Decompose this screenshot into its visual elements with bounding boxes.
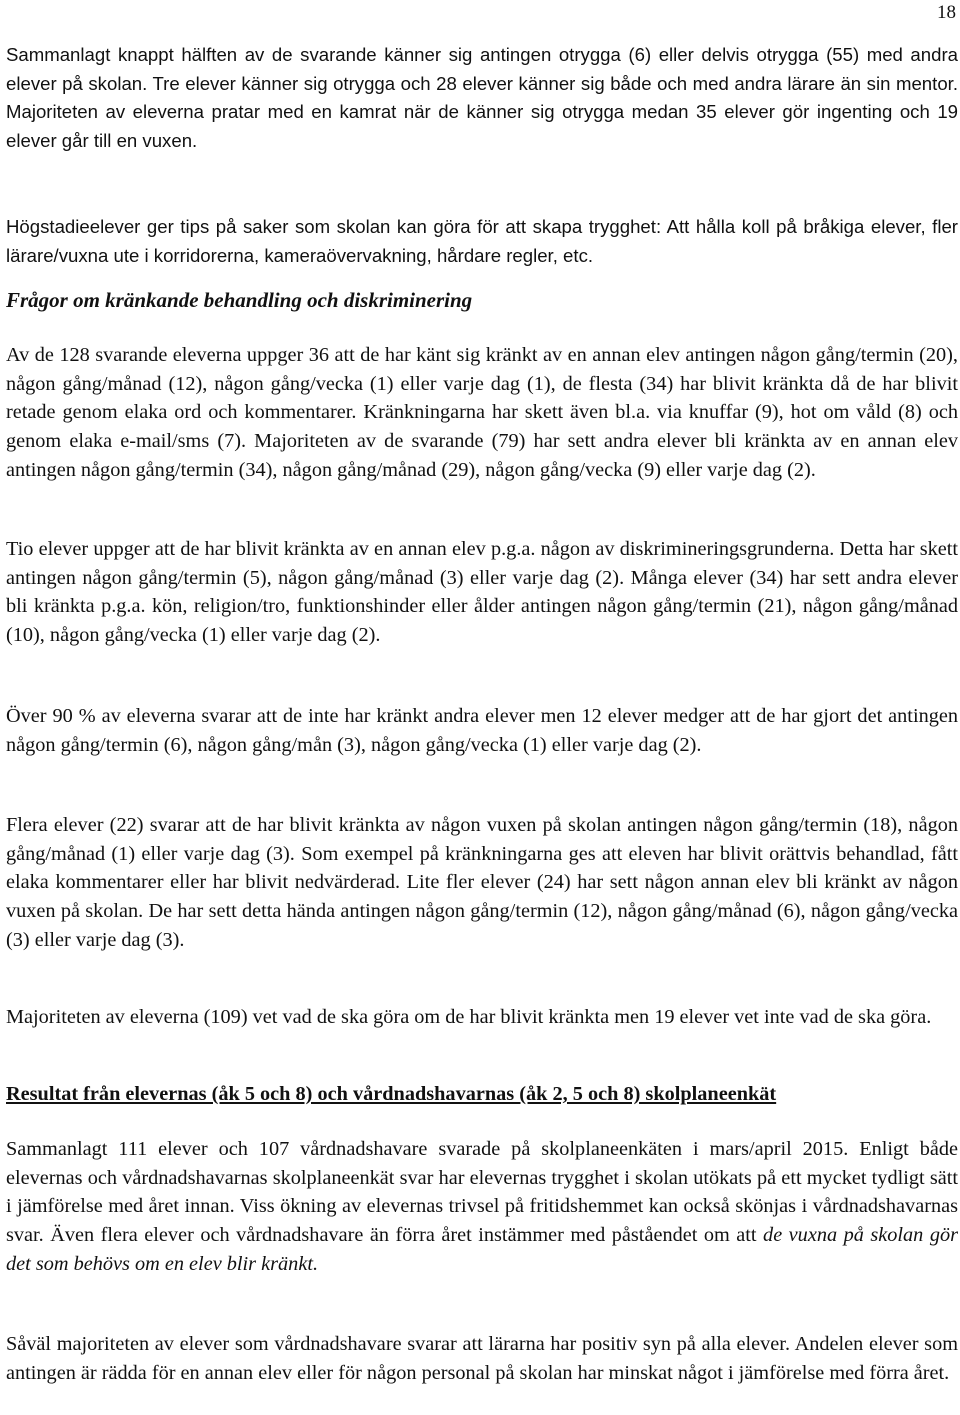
paragraph-text: Av de 128 svarande eleverna uppger 36 att de har känt sig kränkt av en annan elev antingen någon gång/termin (20), någon gång/månad (12), någon gång/vecka (1) eller varje dag (1), de flesta (34) har blivit kränkta då de har blivit retade genom elaka ord och kommentarer. Kränkningarna har skett även bl.a. via knuffar (9), hot om våld (8) och genom elaka e-mail/sms (7). Majoriteten av de svarande (79) har sett andra elever bli kränkta av en annan elev antingen någon gång/termin (34), någon gång/månad (29), någon gång/vecka (9) eller varje dag (2). bbox=[6, 344, 958, 481]
paragraph-text-italic: de vuxna på skolan gör det som behövs om en elev blir kränkt. bbox=[6, 1224, 958, 1275]
paragraph-positiv-syn bbox=[6, 1330, 958, 1387]
paragraph-text-plain: Sammanlagt 111 elever och 107 vårdnadshavare svarade på skolplaneenkäten i mars/april 2015. Enligt både elevernas och vårdnadshavarnas skolplaneenkät svar har elevernas trygghet i skolan utökats på ett mycket tydligt sätt i jämförelse med året innan. Viss ökning av elevernas trivsel på fritidshemmet kan också skönjas i vårdnadshavarnas svar. Även flera elever och vårdnadshavare än förra året instämmer med påståendet om att bbox=[6, 1138, 958, 1247]
section-heading-skolplaneenkat: Resultat från elevernas (åk 5 och 8) och vårdnadshavarnas (åk 2, 5 och 8) skolplaneenkät bbox=[6, 1083, 777, 1105]
page-number: 18 bbox=[937, 2, 956, 23]
paragraph-text: Sammanlagt knappt hälften av de svarande känner sig antingen otrygga (6) eller delvis otrygga (55) med andra elever på skolan. Tre elever känner sig otrygga och 28 elever känner sig både och med andra lärare än sin mentor. Majoriteten av eleverna pratar med en kamrat när de känner sig otrygga medan 35 elever gör ingenting och 19 elever går till en vuxen. bbox=[6, 44, 958, 152]
paragraph-text: Såväl majoriteten av elever som vårdnadshavare svarar att lärarna har positiv syn på alla elever. Andelen elever som antingen är rädda för en annan elev eller för någon personal på skolan har minskat något i jämförelse med förra året. bbox=[6, 1333, 958, 1384]
paragraph-krankt-andra bbox=[6, 702, 958, 759]
paragraph-text: Högstadieelever ger tips på saker som skolan kan göra för att skapa trygghet: Att hålla koll på bråkiga elever, fler lärare/vuxna ute i korridorerna, kameraövervakning, hårdare regler, etc. bbox=[6, 216, 958, 266]
section-heading-krankande: Frågor om kränkande behandling och diskriminering bbox=[6, 288, 473, 312]
paragraph-vet-vad-gora bbox=[6, 1003, 958, 1032]
paragraph-otrygghet bbox=[6, 41, 958, 156]
paragraph-text: Majoriteten av eleverna (109) vet vad de ska göra om de har blivit kränkta men 19 elever vet inte vad de ska göra. bbox=[6, 1006, 932, 1028]
paragraph-text: Över 90 % av eleverna svarar att de inte har kränkt andra elever men 12 elever medger att de har gjort det antingen någon gång/termin (6), någon gång/mån (3), någon gång/vecka (1) eller varje dag (2). bbox=[6, 705, 958, 756]
paragraph-text: Flera elever (22) svarar att de har blivit kränkta av någon vuxen på skolan antingen någon gång/termin (18), någon gång/månad (1) eller varje dag (3). Som exempel på kränkningarna ges att eleven har blivit orättvis behandlad, fått elaka kommentarer eller har blivit nedvärderad. Lite fler elever (24) har sett någon annan elev bli kränkt av någon vuxen på skolan. De har sett detta hända antingen någon gång/termin (12), någon gång/månad (6), någon gång/vecka (3) eller varje dag (3). bbox=[6, 814, 958, 951]
paragraph-krankt-av-elev bbox=[6, 341, 958, 485]
paragraph-diskriminering bbox=[6, 535, 958, 650]
paragraph-text: Tio elever uppger att de har blivit kränkta av en annan elev p.g.a. någon av diskrimineringsgrunderna. Detta har skett antingen någon gång/termin (5), någon gång/månad (3) eller varje dag (2). Många elever (34) har sett andra elever bli kränkta p.g.a. kön, religion/tro, funktionshinder eller ålder antingen någon gång/termin (21), någon gång/månad (10), någon gång/vecka (1) eller varje dag (2). bbox=[6, 538, 958, 647]
paragraph-skolplaneenkat bbox=[6, 1135, 958, 1279]
paragraph-krankt-av-vuxen bbox=[6, 811, 958, 955]
paragraph-tips bbox=[6, 213, 958, 270]
paragraph-text bbox=[6, 1135, 958, 1279]
